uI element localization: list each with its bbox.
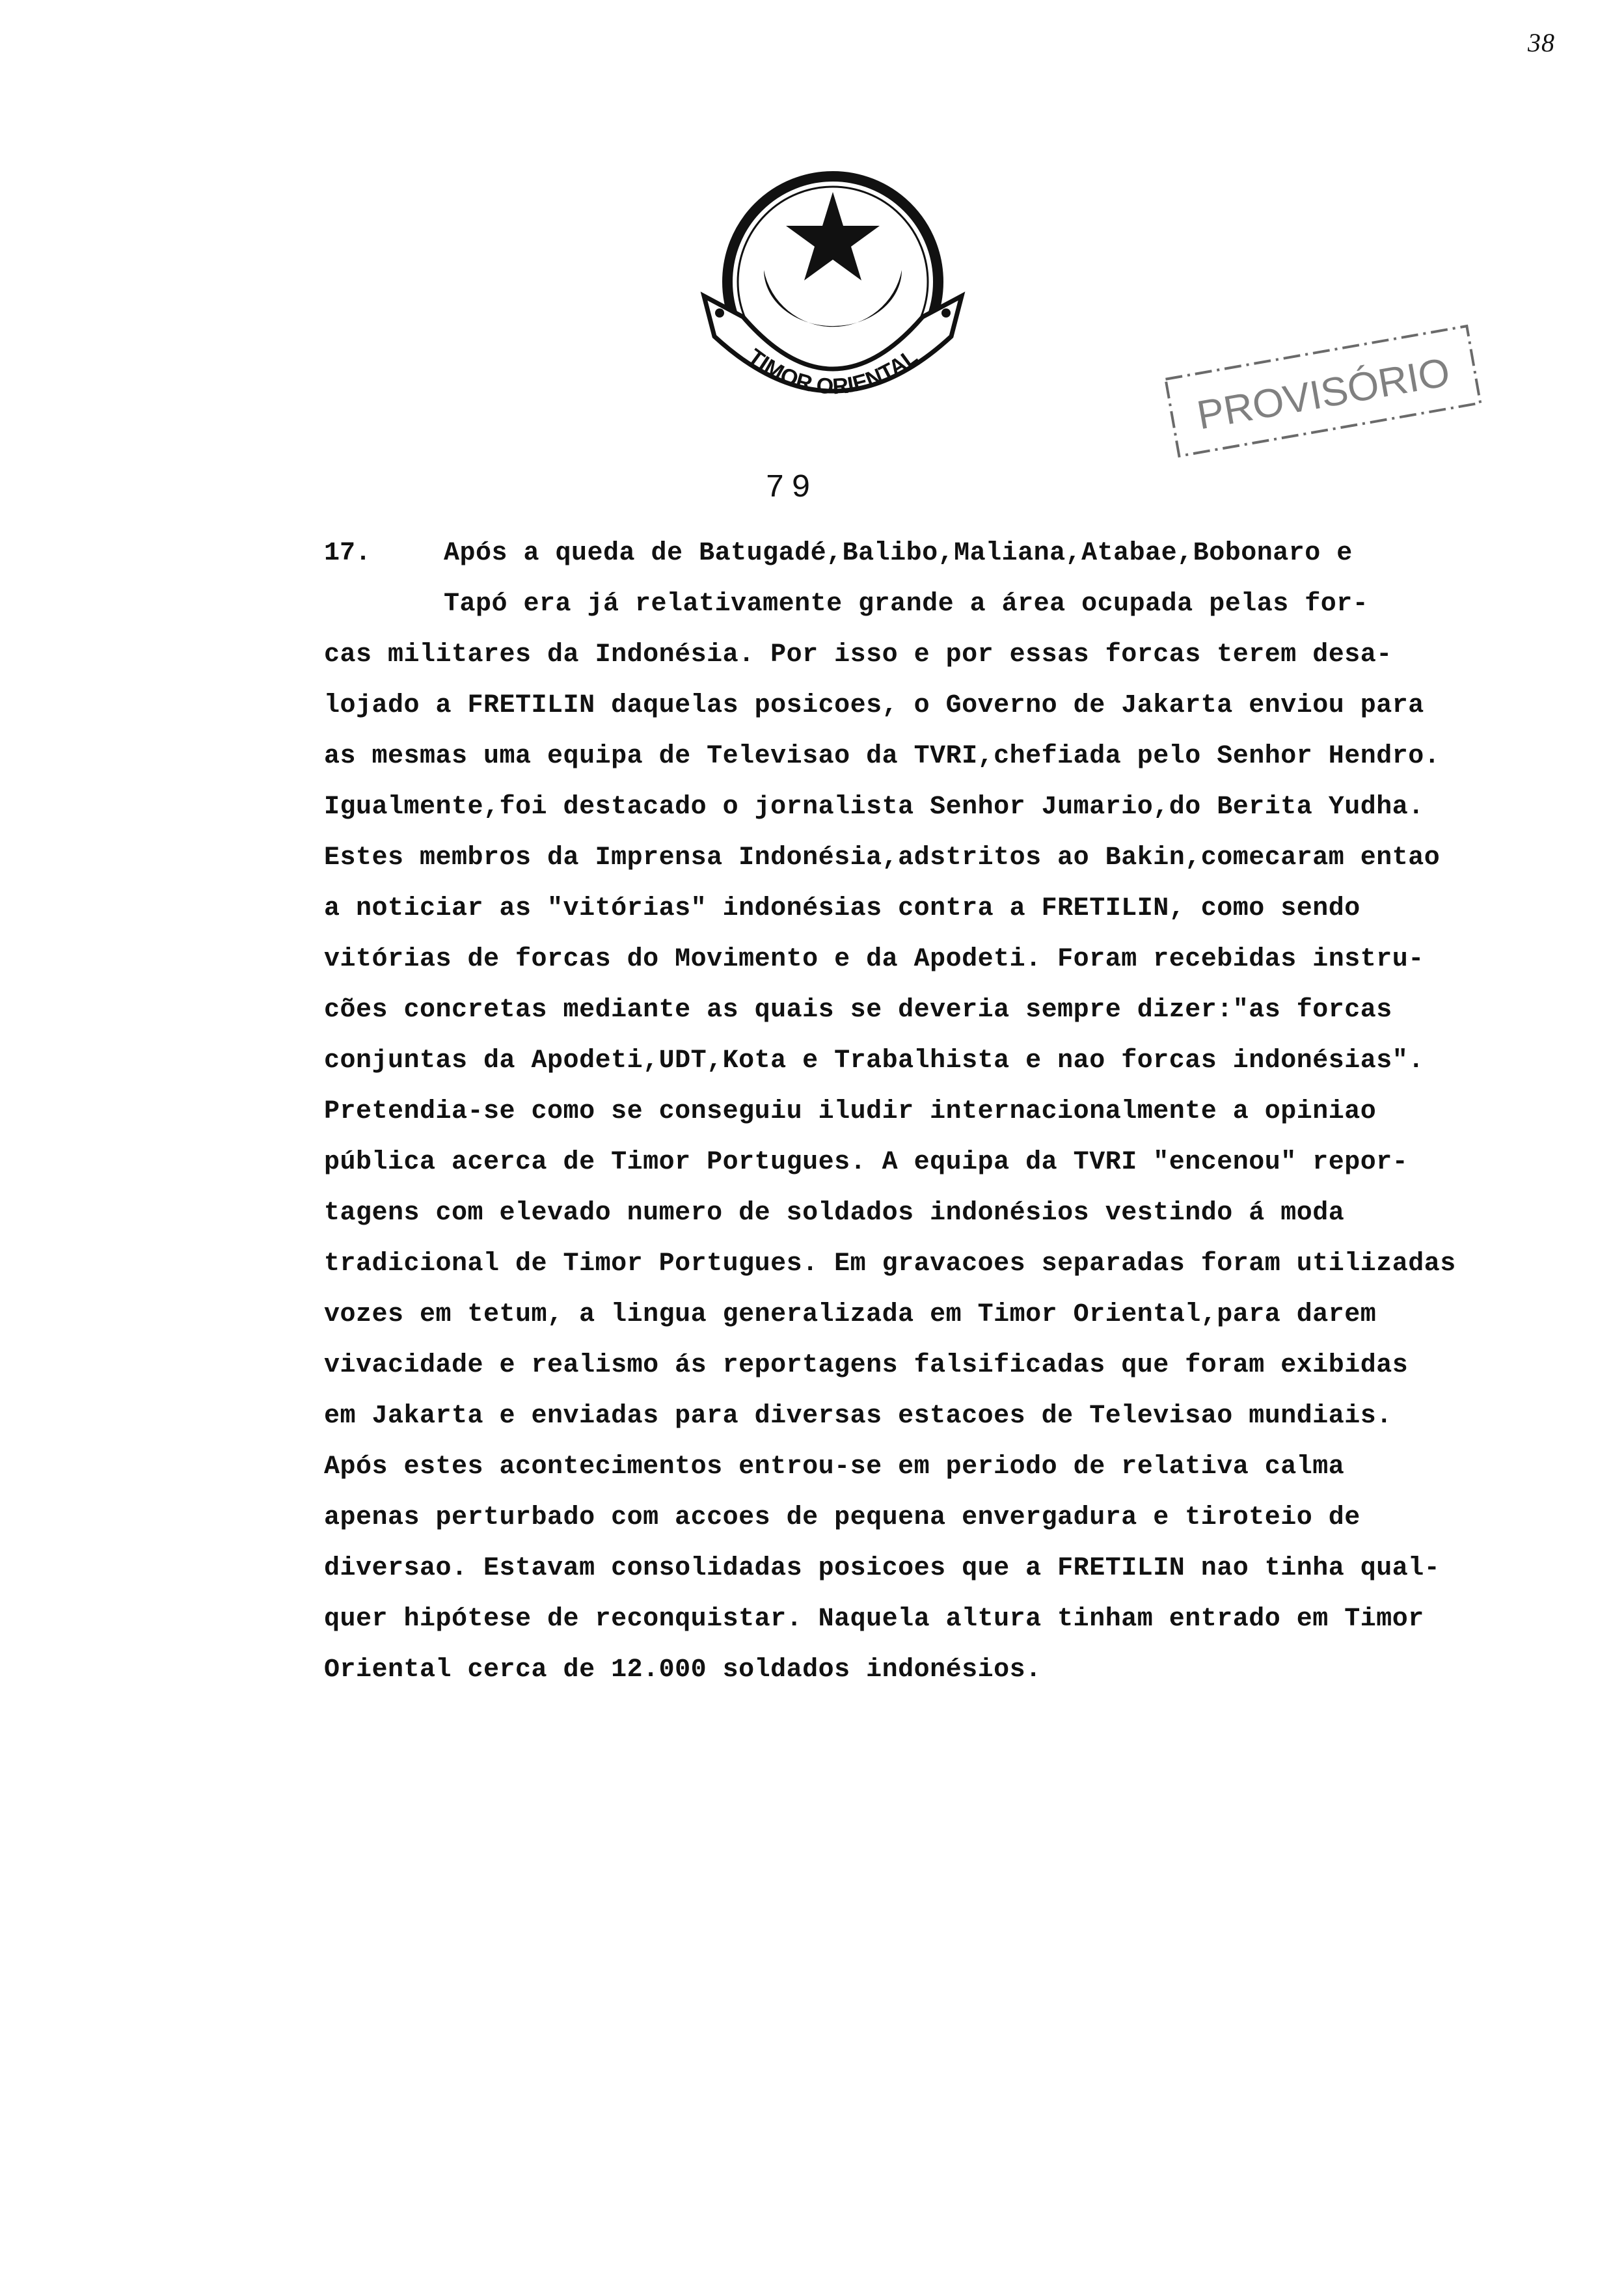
text-line: Após estes acontecimentos entrou-se em periodo de relativa calma — [324, 1452, 1345, 1482]
text-line: Após a queda de Batugadé,Balibo,Maliana,Atabae,Bobonaro e — [444, 539, 1353, 568]
provisorio-stamp — [1158, 306, 1496, 488]
paragraph-number: 17. — [324, 539, 372, 568]
text-line: em Jakarta e enviadas para diversas estacoes de Televisao mundiais. — [324, 1402, 1392, 1431]
ribbon-dot-left — [715, 308, 724, 318]
text-line: as mesmas uma equipa de Televisao da TVRI,chefiada pelo Senhor Hendro. — [324, 742, 1441, 771]
text-line: Tapó era já relativamente grande a área ocupada pelas for- — [444, 590, 1369, 619]
text-line: tagens com elevado numero de soldados indonésios vestindo á moda — [324, 1199, 1345, 1228]
text-line: Pretendia-se como se conseguiu iludir internacionalmente a opiniao — [324, 1097, 1377, 1126]
text-line: conjuntas da Apodeti,UDT,Kota e Trabalhista e nao forcas indonésias". — [324, 1046, 1424, 1076]
page-number: 38 — [1528, 28, 1555, 57]
ribbon-dot-right — [941, 308, 951, 318]
text-line: quer hipótese de reconquistar. Naquela altura tinham entrado em Timor — [324, 1605, 1424, 1634]
text-line: cas militares da Indonésia. Por isso e por essas forcas terem desa- — [324, 640, 1392, 670]
text-line: Igualmente,foi destacado o jornalista Senhor Jumario,do Berita Yudha. — [324, 793, 1424, 822]
text-line: cões concretas mediante as quais se deveria sempre dizer:"as forcas — [324, 996, 1392, 1025]
timor-oriental-emblem — [691, 166, 975, 425]
text-line: a noticiar as "vitórias" indonésias contra a FRETILIN, como sendo — [324, 894, 1360, 923]
text-line: vivacidade e realismo ás reportagens falsificadas que foram exibidas — [324, 1351, 1409, 1380]
text-line: tradicional de Timor Portugues. Em gravacoes separadas foram utilizadas — [324, 1249, 1456, 1279]
text-line: Estes membros da Imprensa Indonésia,adstritos ao Bakin,comecaram entao — [324, 843, 1441, 873]
stamp-text: PROVISÓRIO — [1193, 349, 1454, 439]
text-line: pública acerca de Timor Portugues. A equipa da TVRI "encenou" repor- — [324, 1148, 1409, 1177]
text-line: diversao. Estavam consolidadas posicoes que a FRETILIN nao tinha qual- — [324, 1554, 1441, 1583]
text-line: apenas perturbado com accoes de pequena envergadura e tiroteio de — [324, 1503, 1360, 1532]
document-number: 79 — [765, 470, 818, 507]
emblem-label: TIMOR ORIENTAL — [743, 344, 923, 400]
text-line: Oriental cerca de 12.000 soldados indonésios. — [324, 1655, 1042, 1685]
text-line: lojado a FRETILIN daquelas posicoes, o Governo de Jakarta enviou para — [324, 691, 1424, 720]
text-line: vozes em tetum, a lingua generalizada em Timor Oriental,para darem — [324, 1300, 1377, 1329]
text-line: vitórias de forcas do Movimento e da Apodeti. Foram recebidas instru- — [324, 945, 1424, 974]
